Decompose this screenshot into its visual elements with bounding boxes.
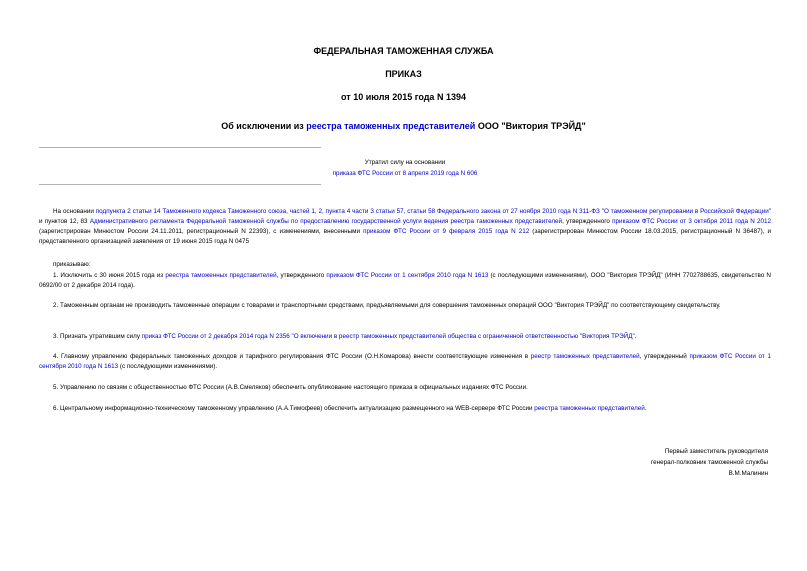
admin-regulation-link[interactable]: Административного регламента Федеральной таможенной службы по предоставлению государственной услуги ведения реестра таможенных представителей: [89, 218, 563, 225]
basis-text: и пунктов 12, 83: [39, 218, 90, 225]
item4-text: , утвержденный: [639, 353, 690, 360]
document-type: ПРИКАЗ: [385, 69, 422, 79]
item1-text: , утвержденного: [276, 272, 327, 279]
signatory-name: В.М.Малинин: [728, 470, 768, 477]
basis-text: (зарегистрирован Минюстом России 18.03.2015, регистрационный N 36487), и представленного организацией заявления от 19 июня 2015 года N 0475: [39, 228, 771, 245]
customs-code-link[interactable]: подпункта 2 статьи 14 Таможенного кодекса Таможенного союза, частей 1, 2, пункта 4 части 3 статьи 57, статьи 58 Федерального закона от 27 ноября 2010 года N 311-ФЗ "О таможенном регулировании в Российской Федерации": [95, 208, 771, 215]
item6-text: 6. Центральному информационно-техническому таможенному управлению (А.А.Тимофеев) обеспечить актуализацию размещенного на WEB-сервере ФТС России: [53, 405, 535, 412]
order-word: [39, 260, 771, 270]
document-title: [0, 120, 807, 132]
divider-bottom: [39, 184, 321, 185]
status-note: Утратил силу на основании: [364, 159, 446, 166]
title-text: Об исключении из: [221, 121, 307, 131]
order-1613-link[interactable]: приказом ФТС России от 1 сентября 2010 года N 1613: [326, 272, 489, 279]
list-item: [39, 332, 771, 342]
agency-name: ФЕДЕРАЛЬНАЯ ТАМОЖЕННАЯ СЛУЖБА: [313, 46, 494, 56]
basis-text: , утвержденного: [562, 218, 613, 225]
item2-text: 2. Таможенным органам не производить таможенные операции с товарами и транспортными средствами, предъявляемыми для совершения таможенных операций ООО "Виктория ТРЭЙД" по соответствующему свидетельству.: [53, 302, 721, 309]
item3-text: .: [634, 333, 637, 340]
order-212-link[interactable]: приказом ФТС России от 9 февраля 2015 года N 212: [363, 228, 530, 235]
basis-paragraph: [39, 207, 771, 247]
basis-text: На основании: [53, 208, 96, 215]
item4-text: 4. Главному управлению федеральных таможенных доходов и тарифного регулирования ФТС России (О.Н.Комарова) внести соответствующие изменения в: [53, 353, 531, 360]
item4-text: (с последующими изменениями).: [118, 363, 218, 370]
list-item: [39, 301, 771, 311]
signatory-position: Первый заместитель руководителя: [664, 448, 768, 455]
title-registry-link[interactable]: реестра таможенных представителей: [306, 121, 476, 131]
order-2012-link[interactable]: приказом ФТС России от 3 октября 2011 года N 2012: [612, 218, 772, 225]
status-note-link-row: [300, 168, 510, 180]
list-item: [39, 352, 771, 372]
title-company: ООО "Виктория ТРЭЙД": [475, 121, 586, 131]
item6-text: .: [644, 405, 647, 412]
registry-link[interactable]: реестр таможенных представителей: [530, 353, 640, 360]
registry-link[interactable]: реестра таможенных представителей: [165, 272, 277, 279]
repeal-order-link[interactable]: приказа ФТС России от 8 апреля 2019 года N 606: [332, 170, 478, 177]
document-date-number: от 10 июля 2015 года N 1394: [341, 92, 466, 102]
signatory-rank: генерал-полковник таможенной службы: [650, 459, 768, 466]
item1-text: 1. Исключить с 30 июня 2015 года из: [53, 272, 166, 279]
item5-text: 5. Управлению по связям с общественностью ФТС России (А.В.Смеляков) обеспечить опубликование настоящего приказа в официальных изданиях ФТС России.: [53, 384, 528, 391]
order-1613-link[interactable]: приказом ФТС России от 1 сентября 2010 года N 1613: [39, 353, 771, 370]
order-2356-link[interactable]: приказ ФТС России от 2 декабря 2014 года N 2356 "О включении в реестр таможенных представителей общества с ограниченной ответственностью "Виктория ТРЭЙД": [141, 333, 635, 340]
list-item: [39, 404, 771, 414]
list-item: [39, 383, 771, 393]
divider-top: [39, 147, 321, 148]
order-word-text: приказываю:: [53, 261, 91, 268]
basis-text: (зарегистрирован Минюстом России 24.11.2011, регистрационный N 22393), с изменениями, внесенными: [39, 228, 364, 235]
item3-text: 3. Признать утратившим силу: [53, 333, 142, 340]
item1-text: (с последующими изменениями), ООО "Виктория ТРЭЙД" (ИНН 7702788635, свидетельство N 0692/00 от 2 декабря 2014 года).: [39, 272, 771, 289]
registry-link[interactable]: реестра таможенных представителей: [534, 405, 645, 412]
list-item: [39, 271, 771, 291]
